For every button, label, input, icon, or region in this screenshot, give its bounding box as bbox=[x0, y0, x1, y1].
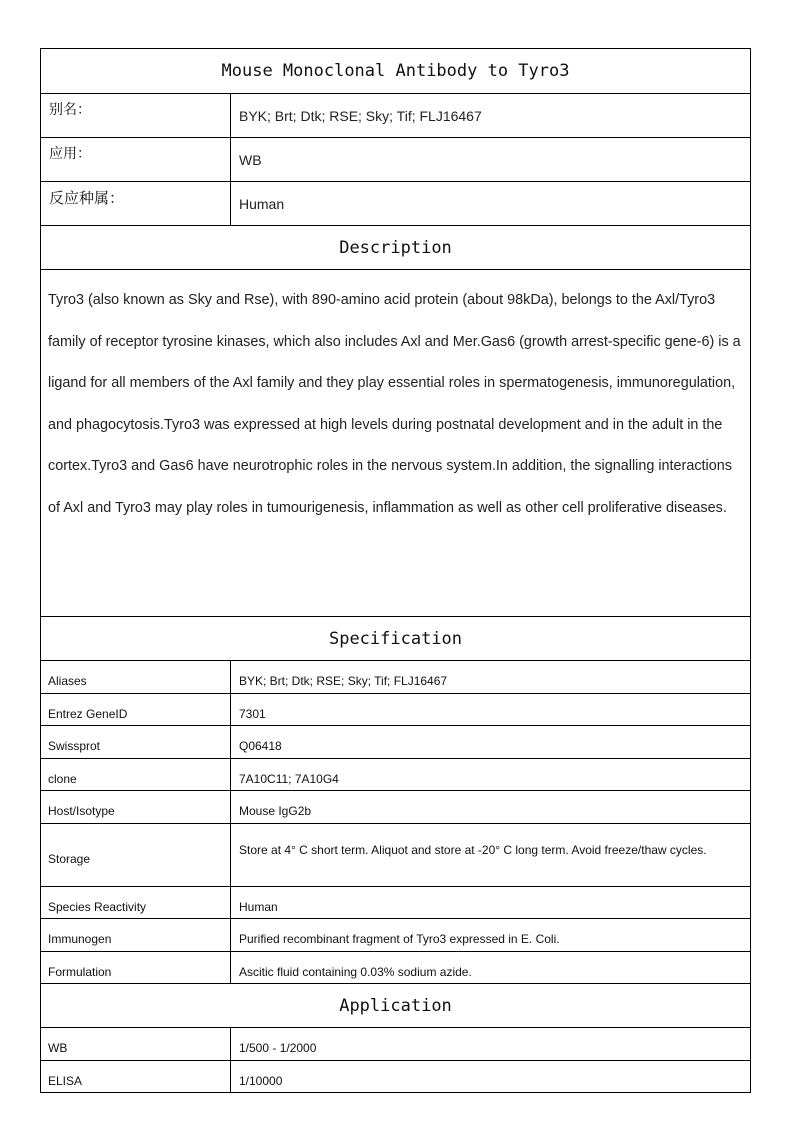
spec-row bbox=[41, 660, 750, 693]
spec-label: Formulation bbox=[41, 952, 231, 984]
description-text: Tyro3 (also known as Sky and Rse), with 890-amino acid protein (about 98kDa), belongs to the Axl/Tyro3 family of receptor tyrosine kinases, which also includes Axl and Mer.Gas6 (growth arrest-specific gene-6) is a ligand for all members of the Axl family and they play essential roles in spermatogenesis, immunoregulation, and phagocytosis.Tyro3 was expressed at high levels during postnatal development and in the adult in the cortex.Tyro3 and Gas6 have neurotrophic roles in the nervous system.In addition, the signalling interactions of Axl and Tyro3 may play roles in tumourigenesis, inflammation as well as other cell proliferative diseases. bbox=[41, 269, 750, 616]
spec-row bbox=[41, 951, 750, 984]
spec-value: BYK; Brt; Dtk; RSE; Sky; Tif; FLJ16467 bbox=[239, 674, 448, 689]
spec-label: clone bbox=[41, 759, 231, 791]
spec-value: 7A10C11; 7A10G4 bbox=[239, 771, 339, 786]
spec-value: 7301 bbox=[239, 706, 266, 721]
datasheet-table bbox=[40, 48, 751, 1093]
spec-row bbox=[41, 790, 750, 823]
spec-row bbox=[41, 886, 750, 919]
spec-value: Human bbox=[239, 899, 278, 914]
application-row bbox=[41, 1060, 750, 1093]
spec-label: Storage bbox=[41, 824, 231, 886]
application-heading: Application bbox=[41, 983, 750, 1027]
spec-row bbox=[41, 758, 750, 791]
specification-heading: Specification bbox=[41, 616, 750, 660]
basic-row-alias bbox=[41, 93, 750, 137]
spec-label: Species Reactivity bbox=[41, 887, 231, 919]
basic-value: WB bbox=[239, 152, 262, 168]
spec-value: Purified recombinant fragment of Tyro3 expressed in E. Coli. bbox=[239, 932, 560, 947]
description-heading: Description bbox=[41, 225, 750, 269]
spec-row bbox=[41, 693, 750, 726]
application-row bbox=[41, 1027, 750, 1060]
product-title: Mouse Monoclonal Antibody to Tyro3 bbox=[221, 61, 570, 81]
application-label: ELISA bbox=[41, 1061, 231, 1093]
spec-value: Q06418 bbox=[239, 739, 282, 754]
spec-row-storage bbox=[41, 823, 750, 886]
spec-row bbox=[41, 918, 750, 951]
spec-label: Entrez GeneID bbox=[41, 694, 231, 726]
application-value: 1/10000 bbox=[239, 1073, 283, 1088]
basic-value: BYK; Brt; Dtk; RSE; Sky; Tif; FLJ16467 bbox=[239, 108, 482, 124]
basic-label: 别名： bbox=[41, 94, 231, 137]
basic-row-application bbox=[41, 137, 750, 181]
application-label: WB bbox=[41, 1028, 231, 1060]
spec-label: Host/Isotype bbox=[41, 791, 231, 823]
spec-label: Aliases bbox=[41, 661, 231, 693]
spec-value: Mouse IgG2b bbox=[239, 804, 312, 819]
basic-label: 反应种属： bbox=[41, 182, 231, 225]
spec-row bbox=[41, 725, 750, 758]
spec-value: Ascitic fluid containing 0.03% sodium azide. bbox=[239, 964, 472, 979]
spec-label: Swissprot bbox=[41, 726, 231, 758]
spec-label: Immunogen bbox=[41, 919, 231, 951]
basic-label: 应用： bbox=[41, 138, 231, 181]
basic-row-species bbox=[41, 181, 750, 225]
spec-value: Store at 4° C short term. Aliquot and store at -20° C long term. Avoid freeze/thaw cycles. bbox=[239, 842, 707, 857]
basic-value: Human bbox=[239, 196, 285, 212]
application-value: 1/500 - 1/2000 bbox=[239, 1041, 317, 1056]
